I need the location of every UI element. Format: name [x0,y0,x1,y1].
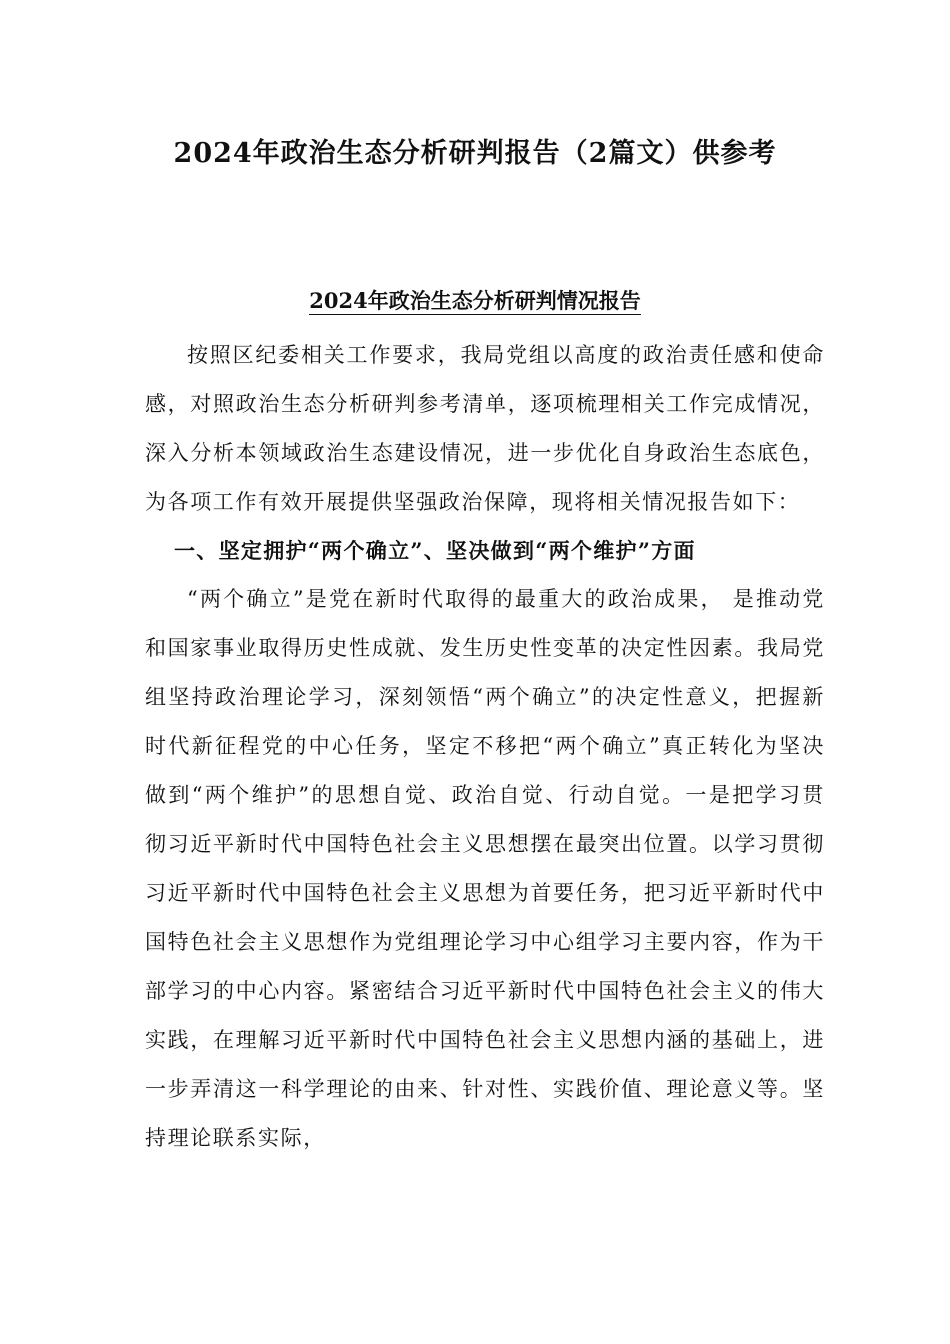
section-title-text: 2024年政治生态分析研判情况报告 [309,288,641,313]
heading-two-establishments: 一、坚定拥护“两个确立”、坚决做到“两个维护”方面 [174,538,696,563]
body-paragraph: “两个确立”是党在新时代取得的最重大的政治成果， 是推动党和国家事业取得历史性成就、发生历史性变革的决定性因素。我局党组坚持政治理论学习，深刻领悟“两个确立”的决定性意义，把握新时代新征程党的中心任务，坚定不移把“两个确立”真正转化为坚决做到“两个维护”的思想自觉、政治自觉、行动自觉。一是把学习贯彻习近平新时代中国特色社会主义思想摆在最突出位置。以学习贯彻习近平新时代中国特色社会主义思想为首要任务，把习近平新时代中国特色社会主义思想作为党组理论学习中心组学习主要内容，作为干部学习的中心内容。紧密结合习近平新时代中国特色社会主义的伟大实践，在理解习近平新时代中国特色社会主义思想内涵的基础上，进一步弄清这一科学理论的由来、针对性、实践价值、理论意义等。坚持理论联系实际， [145,587,825,1150]
document-title: 2024年政治生态分析研判报告（2篇文）供参考 [173,138,777,169]
section-title [0,284,950,318]
intro-paragraph: 按照区纪委相关工作要求，我局党组以高度的政治责任感和使命感，对照政治生态分析研判参考清单，逐项梳理相关工作完成情况，深入分析本领域政治生态建设情况，进一步优化自身政治生态底色，为各项工作有效开展提供坚强政治保障，现将相关情况报告如下： [145,343,825,514]
